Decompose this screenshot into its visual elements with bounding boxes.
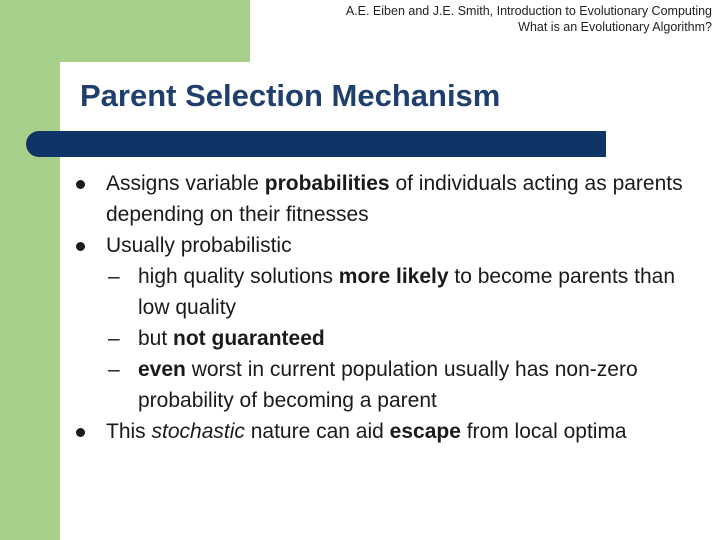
sub-item-3: – even worst in current population usually has non-zero probability of becoming a parent xyxy=(76,354,696,416)
slide-body xyxy=(76,168,696,447)
green-top-band xyxy=(0,0,250,62)
sub-item-2: – but not guaranteed xyxy=(76,323,696,354)
slide-title: Parent Selection Mechanism xyxy=(80,78,501,113)
bullet-dot-icon xyxy=(76,180,85,189)
header-line-2: What is an Evolutionary Algorithm? xyxy=(518,20,712,34)
sub-item-1: – high quality solutions more likely to become parents than low quality xyxy=(76,261,696,323)
bullet-dot-icon xyxy=(76,428,85,437)
green-left-band xyxy=(0,0,60,540)
dash-icon: – xyxy=(108,358,120,381)
bullet-dot-icon xyxy=(76,242,85,251)
bullet-item-2: Usually probabilistic xyxy=(76,230,696,261)
title-underline-bar xyxy=(26,131,606,157)
dash-icon: – xyxy=(108,327,120,350)
header-line-1: A.E. Eiben and J.E. Smith, Introduction to Evolutionary Computing xyxy=(345,4,712,18)
bullet-item-1: Assigns variable probabilities of individuals acting as parents depending on their fitnesses xyxy=(76,168,696,230)
slide-header xyxy=(346,3,712,35)
bullet-item-3: This stochastic nature can aid escape from local optima xyxy=(76,416,696,447)
dash-icon: – xyxy=(108,265,120,288)
